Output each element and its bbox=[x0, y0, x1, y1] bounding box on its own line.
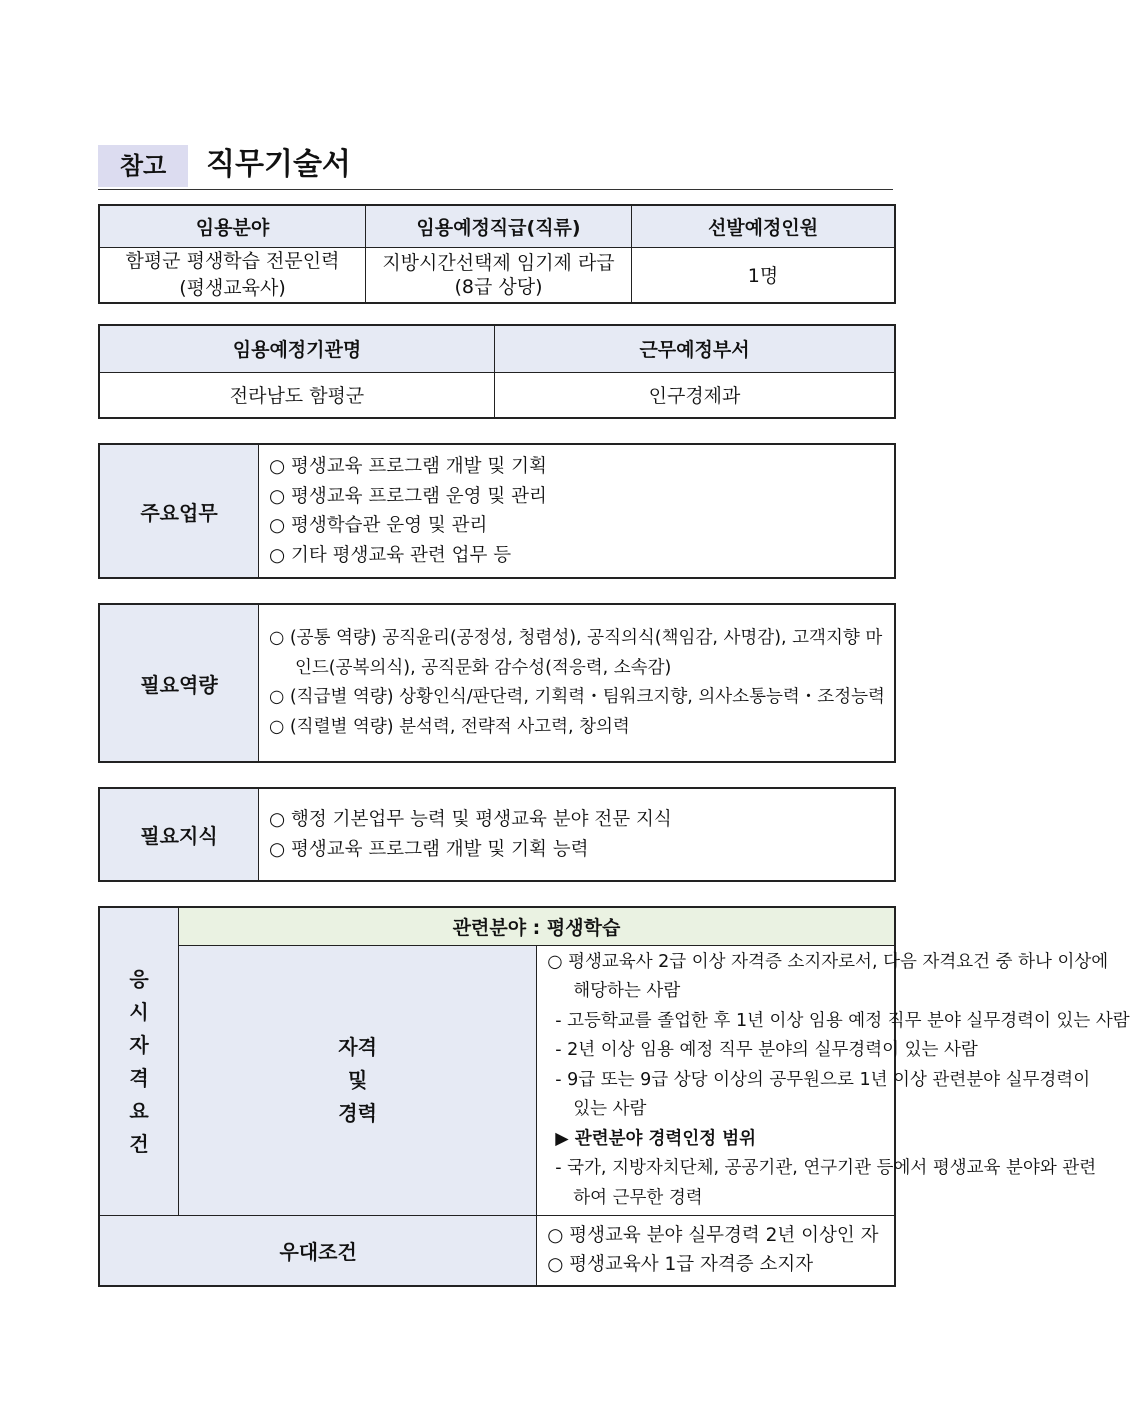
label-word: 자격 bbox=[338, 1034, 377, 1059]
list-item: ○ (직급별 역량) 상황인식/판단력, 기획력・팀워크지향, 의사소통능력・조정능력 bbox=[269, 687, 885, 707]
grade-equivalent: (8급 상당) bbox=[454, 275, 543, 298]
header-department: 근무예정부서 bbox=[495, 325, 896, 372]
list-item: ○ 행정 기본업무 능력 및 평생교육 분야 전문 지식 bbox=[269, 809, 672, 830]
cell-department: 인구경제과 bbox=[495, 372, 896, 418]
knowledge-label: 필요지식 bbox=[99, 788, 259, 881]
header-headcount: 선발예정인원 bbox=[632, 205, 896, 247]
qualification-label bbox=[99, 907, 179, 1216]
list-item: ○ 평생교육 프로그램 개발 및 기획 능력 bbox=[269, 838, 589, 860]
knowledge-table bbox=[98, 787, 896, 882]
cell-grade bbox=[366, 247, 632, 303]
preference-list bbox=[537, 1216, 895, 1286]
recruitment-table bbox=[98, 204, 896, 304]
qualification-sub-label bbox=[179, 945, 537, 1216]
list-item: - 9급 또는 9급 상당 이상의 공무원으로 1년 이상 관련분야 실무경력이 bbox=[555, 1069, 1091, 1090]
list-item: ○ 기타 평생교육 관련 업무 등 bbox=[269, 544, 512, 566]
qualification-list bbox=[537, 945, 1130, 1216]
reference-tag: 참고 bbox=[98, 145, 188, 187]
knowledge-list bbox=[259, 788, 896, 881]
cell-agency: 전라남도 함평군 bbox=[99, 372, 495, 418]
list-item: ○ (공통 역량) 공직윤리(공정성, 청렴성), 공직의식(책임감, 사명감), 고객지향 마 bbox=[269, 628, 883, 648]
preference-label: 우대조건 bbox=[99, 1216, 537, 1286]
label-word: 및 bbox=[347, 1067, 368, 1092]
label-char: 요 bbox=[129, 1098, 149, 1123]
grade-name: 지방시간선택제 임기제 라급 bbox=[382, 251, 615, 274]
list-item: ○ (직렬별 역량) 분석력, 전략적 사고력, 창의력 bbox=[269, 716, 630, 737]
list-item: ○ 평생학습관 운영 및 관리 bbox=[269, 515, 488, 536]
section-heading: ▶ 관련분야 경력인정 범위 bbox=[555, 1128, 757, 1149]
cell-field bbox=[99, 247, 366, 303]
header-agency: 임용예정기관명 bbox=[99, 325, 495, 372]
competency-label: 필요역량 bbox=[99, 604, 259, 762]
list-item: - 국가, 지방자치단체, 공공기관, 연구기관 등에서 평생교육 분야와 관련 bbox=[555, 1158, 1097, 1178]
list-item: - 고등학교를 졸업한 후 1년 이상 임용 예정 직무 분야 실무경력이 있는 사람 bbox=[555, 1010, 1130, 1031]
list-item-continued: 인드(공복의식), 공직문화 감수성(적응력, 소속감) bbox=[295, 657, 672, 678]
field-name: 함평군 평생학습 전문인력 bbox=[125, 249, 340, 272]
header-field: 임용분야 bbox=[99, 205, 366, 247]
field-subname: (평생교육사) bbox=[179, 276, 286, 299]
agency-table bbox=[98, 324, 896, 419]
competency-list bbox=[259, 604, 896, 762]
list-item-continued: 해당하는 사람 bbox=[573, 981, 681, 1001]
duties-label: 주요업무 bbox=[99, 444, 259, 578]
cell-headcount: 1명 bbox=[632, 247, 896, 303]
document-header bbox=[98, 143, 893, 190]
list-item: - 2년 이상 임용 예정 직무 분야의 실무경력이 있는 사람 bbox=[555, 1040, 978, 1060]
list-item: ○ 평생교육 프로그램 개발 및 기획 bbox=[269, 456, 547, 477]
label-word: 경력 bbox=[338, 1100, 377, 1125]
label-char: 격 bbox=[129, 1065, 149, 1090]
page-title: 직무기술서 bbox=[206, 147, 351, 182]
duties-list bbox=[259, 444, 896, 578]
list-item-continued: 있는 사람 bbox=[573, 1099, 647, 1119]
qualification-table bbox=[98, 906, 1130, 1287]
list-item: ○ 평생교육사 2급 이상 자격증 소지자로서, 다음 자격요건 중 하나 이상에 bbox=[547, 951, 1109, 972]
duties-table bbox=[98, 443, 896, 579]
list-item: ○ 평생교육 프로그램 운영 및 관리 bbox=[269, 485, 547, 507]
label-char: 시 bbox=[129, 999, 149, 1024]
label-char: 응 bbox=[129, 966, 149, 991]
list-item-continued: 하여 근무한 경력 bbox=[573, 1187, 703, 1208]
header-grade: 임용예정직급(직류) bbox=[366, 205, 632, 247]
list-item: ○ 평생교육 분야 실무경력 2년 이상인 자 bbox=[547, 1224, 879, 1246]
label-char: 건 bbox=[129, 1131, 149, 1156]
field-header: 관련분야 : 평생학습 bbox=[179, 907, 896, 945]
list-item: ○ 평생교육사 1급 자격증 소지자 bbox=[547, 1254, 814, 1276]
label-char: 자 bbox=[129, 1032, 149, 1057]
competency-table bbox=[98, 603, 896, 763]
